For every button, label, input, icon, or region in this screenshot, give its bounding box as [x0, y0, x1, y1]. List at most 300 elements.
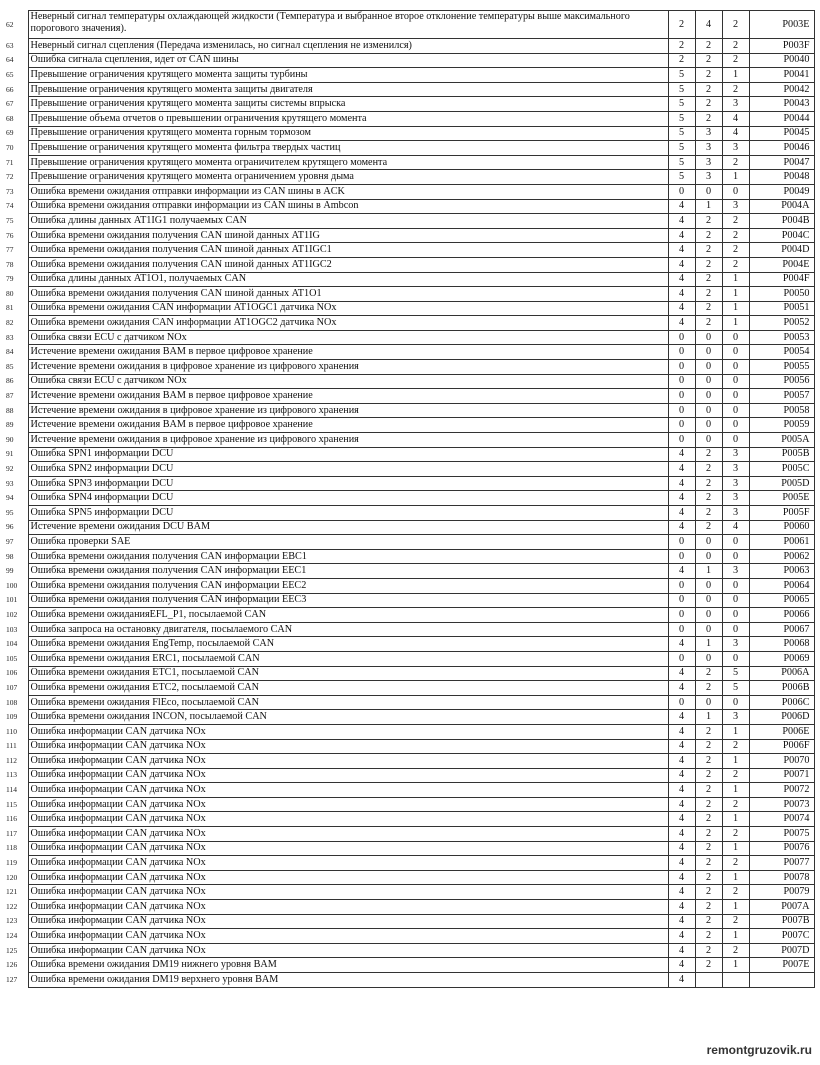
value-col-2-cell: 2 [695, 272, 722, 287]
value-col-3-cell: 2 [722, 53, 749, 68]
fault-code-cell: P007A [749, 900, 814, 915]
row-number-cell: 64 [6, 55, 14, 65]
value-col-2-cell: 2 [695, 316, 722, 331]
description-cell: Ошибка времени ожидания DM19 нижнего уровня BAM [28, 958, 668, 973]
value-col-2-cell: 2 [695, 97, 722, 112]
value-col-2-cell: 2 [695, 520, 722, 535]
description-cell: Ошибка времени ожидания INCON, посылаемой CAN [28, 710, 668, 725]
row-number-cell: 122 [6, 901, 18, 911]
table-row [6, 243, 814, 258]
table-row [6, 272, 814, 287]
row-number-cell: 71 [6, 157, 14, 167]
value-col-3-cell: 0 [722, 374, 749, 389]
value-col-2-cell: 2 [695, 885, 722, 900]
table-row [6, 885, 814, 900]
value-col-1-cell: 4 [668, 870, 695, 885]
value-col-2-cell: 2 [695, 68, 722, 83]
value-col-2-cell: 2 [695, 754, 722, 769]
value-col-2-cell: 0 [695, 345, 722, 360]
description-cell: Ошибка информации CAN датчика NOx [28, 856, 668, 871]
value-col-2-cell: 2 [695, 739, 722, 754]
value-col-3-cell: 0 [722, 403, 749, 418]
value-col-1-cell: 4 [668, 681, 695, 696]
row-number-cell: 113 [6, 770, 17, 780]
value-col-2-cell: 2 [695, 243, 722, 258]
description-cell: Превышение ограничения крутящего момента горным тормозом [28, 126, 668, 141]
value-col-1-cell: 0 [668, 330, 695, 345]
description-cell: Ошибка времени ожидания ERC1, посылаемой CAN [28, 651, 668, 666]
value-col-2-cell: 2 [695, 506, 722, 521]
value-col-1-cell: 5 [668, 97, 695, 112]
row-number-cell: 107 [6, 682, 18, 692]
fault-code-cell: P0073 [749, 797, 814, 812]
value-col-2-cell: 2 [695, 214, 722, 229]
description-cell: Ошибка времени ожидания ETC1, посылаемой CAN [28, 666, 668, 681]
row-number-cell: 69 [6, 128, 14, 138]
row-number-cell: 93 [6, 478, 14, 488]
table-row [6, 330, 814, 345]
value-col-2-cell: 2 [695, 491, 722, 506]
description-cell: Ошибка информации CAN датчика NOx [28, 797, 668, 812]
value-col-3-cell [722, 973, 749, 988]
table-row [6, 827, 814, 842]
table-row [6, 681, 814, 696]
value-col-3-cell: 2 [722, 856, 749, 871]
value-col-1-cell: 4 [668, 841, 695, 856]
fault-code-cell: P0061 [749, 535, 814, 550]
description-cell: Превышение ограничения крутящего момента защиты двигателя [28, 82, 668, 97]
description-cell: Ошибка информации CAN датчика NOx [28, 783, 668, 798]
description-cell: Превышение ограничения крутящего момента ограничением уровня дыма [28, 170, 668, 185]
table-row [6, 345, 814, 360]
fault-code-cell: P0071 [749, 768, 814, 783]
value-col-1-cell: 4 [668, 301, 695, 316]
value-col-1-cell: 4 [668, 243, 695, 258]
fault-code-cell: P007C [749, 929, 814, 944]
fault-code-cell: P004F [749, 272, 814, 287]
value-col-3-cell: 0 [722, 389, 749, 404]
fault-code-cell: P0045 [749, 126, 814, 141]
value-col-2-cell: 0 [695, 578, 722, 593]
value-col-2-cell: 2 [695, 914, 722, 929]
table-row [6, 929, 814, 944]
row-number-cell: 67 [6, 99, 14, 109]
row-number-cell: 87 [6, 391, 14, 401]
value-col-2-cell: 0 [695, 330, 722, 345]
value-col-1-cell: 0 [668, 389, 695, 404]
row-number-cell: 92 [6, 464, 14, 474]
value-col-2-cell: 0 [695, 184, 722, 199]
value-col-3-cell: 2 [722, 768, 749, 783]
description-cell: Ошибка информации CAN датчика NOx [28, 739, 668, 754]
row-number-cell: 91 [6, 449, 14, 459]
value-col-1-cell: 4 [668, 447, 695, 462]
fault-code-table-page [6, 10, 814, 988]
description-cell: Ошибка времени ожидания отправки информации из CAN шины в Ambcon [28, 199, 668, 214]
value-col-2-cell: 3 [695, 126, 722, 141]
value-col-3-cell: 3 [722, 447, 749, 462]
fault-code-cell: P005B [749, 447, 814, 462]
value-col-3-cell: 1 [722, 287, 749, 302]
description-cell: Ошибка запроса на остановку двигателя, посылаемого CAN [28, 622, 668, 637]
table-row [6, 666, 814, 681]
fault-code-cell: P0063 [749, 564, 814, 579]
value-col-2-cell: 2 [695, 53, 722, 68]
table-row [6, 622, 814, 637]
table-row [6, 754, 814, 769]
table-row [6, 126, 814, 141]
table-row [6, 783, 814, 798]
fault-code-cell: P0068 [749, 637, 814, 652]
value-col-2-cell: 2 [695, 724, 722, 739]
table-row [6, 433, 814, 448]
value-col-3-cell: 1 [722, 783, 749, 798]
value-col-1-cell: 4 [668, 257, 695, 272]
description-cell: Истечение времени ожидания DCU BAM [28, 520, 668, 535]
value-col-1-cell: 0 [668, 608, 695, 623]
description-cell: Ошибка SPN3 информации DCU [28, 476, 668, 491]
value-col-1-cell: 5 [668, 141, 695, 156]
table-row [6, 973, 814, 988]
table-row [6, 797, 814, 812]
row-number-cell: 127 [6, 974, 18, 984]
description-cell: Неверный сигнал температуры охлаждающей жидкости (Температура и выбранное второе отклонение температуры выше максимального порогового значения). [28, 11, 668, 39]
description-cell: Ошибка информации CAN датчика NOx [28, 870, 668, 885]
value-col-3-cell: 1 [722, 316, 749, 331]
value-col-3-cell: 1 [722, 929, 749, 944]
row-number-cell: 77 [6, 245, 14, 255]
fault-code-cell: P0044 [749, 111, 814, 126]
fault-code-cell: P006B [749, 681, 814, 696]
row-number-cell: 108 [6, 697, 18, 707]
fault-code-cell: P0075 [749, 827, 814, 842]
value-col-2-cell: 2 [695, 476, 722, 491]
value-col-3-cell: 0 [722, 549, 749, 564]
row-number-cell: 110 [6, 726, 17, 736]
value-col-3-cell: 0 [722, 345, 749, 360]
value-col-2-cell: 2 [695, 228, 722, 243]
value-col-1-cell: 0 [668, 695, 695, 710]
value-col-3-cell: 0 [722, 622, 749, 637]
value-col-2-cell: 2 [695, 900, 722, 915]
fault-code-cell: P006F [749, 739, 814, 754]
fault-code-cell: P0072 [749, 783, 814, 798]
description-cell: Ошибка времени ожидания FlEco, посылаемой CAN [28, 695, 668, 710]
value-col-1-cell: 4 [668, 958, 695, 973]
value-col-3-cell: 2 [722, 943, 749, 958]
fault-code-cell [749, 973, 814, 988]
value-col-1-cell: 5 [668, 170, 695, 185]
table-row [6, 491, 814, 506]
value-col-1-cell: 4 [668, 476, 695, 491]
description-cell: Ошибка связи ECU с датчиком NOx [28, 330, 668, 345]
fault-code-cell: P0076 [749, 841, 814, 856]
value-col-2-cell: 2 [695, 870, 722, 885]
value-col-3-cell: 3 [722, 141, 749, 156]
row-number-cell: 80 [6, 288, 14, 298]
description-cell: Ошибка времени ожидания получения CAN шиной данных AT1IG [28, 228, 668, 243]
value-col-3-cell: 5 [722, 681, 749, 696]
row-number-cell: 97 [6, 536, 14, 546]
value-col-3-cell: 2 [722, 155, 749, 170]
description-cell: Превышение ограничения крутящего момента фильтра твердых частиц [28, 141, 668, 156]
fault-code-cell: P0074 [749, 812, 814, 827]
description-cell: Неверный сигнал сцепления (Передача изменилась, но сигнал сцепления не изменился) [28, 39, 668, 54]
value-col-2-cell: 2 [695, 827, 722, 842]
value-col-1-cell: 0 [668, 651, 695, 666]
value-col-3-cell: 1 [722, 754, 749, 769]
row-number-cell: 88 [6, 405, 14, 415]
value-col-3-cell: 1 [722, 812, 749, 827]
description-cell: Ошибка времени ожидания получения CAN шиной данных AT1IGC1 [28, 243, 668, 258]
value-col-1-cell: 4 [668, 812, 695, 827]
value-col-1-cell: 4 [668, 768, 695, 783]
value-col-3-cell: 1 [722, 272, 749, 287]
value-col-3-cell: 0 [722, 651, 749, 666]
fault-code-cell: P007D [749, 943, 814, 958]
fault-code-cell: P0056 [749, 374, 814, 389]
description-cell: Ошибка времени ожидания EngTemp, посылаемой CAN [28, 637, 668, 652]
fault-code-cell: P0046 [749, 141, 814, 156]
value-col-1-cell: 4 [668, 462, 695, 477]
fault-code-cell: P0051 [749, 301, 814, 316]
value-col-2-cell: 2 [695, 257, 722, 272]
row-number-cell: 89 [6, 420, 14, 430]
row-number-cell: 73 [6, 186, 14, 196]
description-cell: Превышение ограничения крутящего момента защиты системы впрыска [28, 97, 668, 112]
row-number-cell: 82 [6, 318, 14, 328]
table-row [6, 462, 814, 477]
fault-code-cell: P0057 [749, 389, 814, 404]
table-row [6, 403, 814, 418]
row-number-cell: 79 [6, 274, 14, 284]
table-row [6, 564, 814, 579]
value-col-3-cell: 2 [722, 228, 749, 243]
row-number-cell: 95 [6, 507, 14, 517]
table-row [6, 11, 814, 39]
value-col-3-cell: 3 [722, 476, 749, 491]
row-number-cell: 63 [6, 40, 14, 50]
table-row [6, 710, 814, 725]
value-col-1-cell: 0 [668, 345, 695, 360]
value-col-2-cell: 0 [695, 608, 722, 623]
value-col-1-cell: 4 [668, 637, 695, 652]
description-cell: Ошибка времени ожидания получения CAN информации EEC1 [28, 564, 668, 579]
value-col-1-cell: 4 [668, 739, 695, 754]
table-row [6, 578, 814, 593]
value-col-2-cell: 2 [695, 929, 722, 944]
fault-code-cell: P0040 [749, 53, 814, 68]
row-number-cell: 126 [6, 960, 18, 970]
description-cell: Ошибка SPN2 информации DCU [28, 462, 668, 477]
description-cell: Ошибка SPN4 информации DCU [28, 491, 668, 506]
value-col-1-cell: 4 [668, 506, 695, 521]
fault-code-cell: P006D [749, 710, 814, 725]
value-col-3-cell: 5 [722, 666, 749, 681]
fault-code-cell: P005A [749, 433, 814, 448]
value-col-1-cell: 4 [668, 272, 695, 287]
fault-code-cell: P0064 [749, 578, 814, 593]
row-number-cell: 84 [6, 347, 14, 357]
description-cell: Превышение ограничения крутящего момента ограничителем крутящего момента [28, 155, 668, 170]
value-col-1-cell: 4 [668, 666, 695, 681]
value-col-3-cell: 0 [722, 578, 749, 593]
row-number-cell: 116 [6, 814, 17, 824]
fault-code-cell: P0048 [749, 170, 814, 185]
table-row [6, 739, 814, 754]
description-cell: Ошибка времени ожидания CAN информации AT1OGC2 датчика NOx [28, 316, 668, 331]
value-col-1-cell: 0 [668, 593, 695, 608]
value-col-2-cell: 0 [695, 535, 722, 550]
value-col-2-cell: 2 [695, 681, 722, 696]
table-row [6, 506, 814, 521]
table-row [6, 958, 814, 973]
table-row [6, 53, 814, 68]
description-cell: Ошибка времени ожидания CAN информации AT1OGC1 датчика NOx [28, 301, 668, 316]
fault-code-cell: P005E [749, 491, 814, 506]
fault-code-table [6, 10, 815, 988]
description-cell: Ошибка информации CAN датчика NOx [28, 900, 668, 915]
fault-code-cell: P0079 [749, 885, 814, 900]
value-col-1-cell: 5 [668, 155, 695, 170]
fault-code-cell: P004E [749, 257, 814, 272]
value-col-3-cell: 4 [722, 126, 749, 141]
row-number-cell: 124 [6, 931, 18, 941]
description-cell: Ошибка информации CAN датчика NOx [28, 943, 668, 958]
value-col-1-cell: 4 [668, 564, 695, 579]
value-col-2-cell: 0 [695, 403, 722, 418]
value-col-3-cell: 3 [722, 491, 749, 506]
description-cell: Ошибка времени ожидания получения CAN шиной данных AT1O1 [28, 287, 668, 302]
value-col-1-cell: 4 [668, 943, 695, 958]
value-col-3-cell: 1 [722, 900, 749, 915]
row-number-cell: 68 [6, 113, 14, 123]
fault-code-cell: P0054 [749, 345, 814, 360]
fault-code-cell: P005C [749, 462, 814, 477]
table-row [6, 389, 814, 404]
description-cell: Ошибка времени ожидания отправки информации из CAN шины в ACK [28, 184, 668, 199]
table-row [6, 535, 814, 550]
description-cell: Ошибка информации CAN датчика NOx [28, 768, 668, 783]
value-col-2-cell: 2 [695, 111, 722, 126]
description-cell: Превышение объема отчетов о превышении ограничения крутящего момента [28, 111, 668, 126]
table-row [6, 870, 814, 885]
fault-code-cell: P0059 [749, 418, 814, 433]
fault-code-cell: P0062 [749, 549, 814, 564]
value-col-3-cell: 0 [722, 418, 749, 433]
value-col-3-cell: 0 [722, 433, 749, 448]
value-col-1-cell: 4 [668, 929, 695, 944]
row-number-cell: 70 [6, 142, 14, 152]
fault-code-cell: P005D [749, 476, 814, 491]
fault-code-cell: P004C [749, 228, 814, 243]
row-number-cell: 115 [6, 799, 17, 809]
table-row [6, 170, 814, 185]
value-col-2-cell: 0 [695, 418, 722, 433]
value-col-2-cell: 2 [695, 301, 722, 316]
value-col-3-cell: 1 [722, 724, 749, 739]
value-col-1-cell: 4 [668, 754, 695, 769]
value-col-1-cell: 4 [668, 973, 695, 988]
value-col-2-cell: 3 [695, 141, 722, 156]
fault-code-cell: P0047 [749, 155, 814, 170]
value-col-1-cell: 4 [668, 316, 695, 331]
description-cell: Ошибка информации CAN датчика NOx [28, 754, 668, 769]
value-col-2-cell: 2 [695, 447, 722, 462]
value-col-3-cell: 2 [722, 885, 749, 900]
value-col-3-cell: 3 [722, 637, 749, 652]
value-col-2-cell: 2 [695, 287, 722, 302]
fault-code-cell: P0055 [749, 360, 814, 375]
fault-code-cell: P0041 [749, 68, 814, 83]
table-row [6, 287, 814, 302]
value-col-1-cell: 0 [668, 374, 695, 389]
row-number-cell: 119 [6, 858, 17, 868]
table-row [6, 841, 814, 856]
description-cell: Ошибка информации CAN датчика NOx [28, 812, 668, 827]
row-number-cell: 75 [6, 215, 14, 225]
table-row [6, 111, 814, 126]
table-row [6, 608, 814, 623]
description-cell: Ошибка времени ожидания получения CAN информации EEC2 [28, 578, 668, 593]
table-row [6, 301, 814, 316]
value-col-2-cell: 0 [695, 695, 722, 710]
value-col-3-cell: 3 [722, 710, 749, 725]
fault-code-cell: P0065 [749, 593, 814, 608]
value-col-1-cell: 0 [668, 622, 695, 637]
fault-code-cell: P0060 [749, 520, 814, 535]
value-col-3-cell: 2 [722, 739, 749, 754]
table-row [6, 768, 814, 783]
value-col-1-cell: 4 [668, 900, 695, 915]
description-cell: Ошибка сигнала сцепления, идет от CAN шины [28, 53, 668, 68]
value-col-2-cell: 0 [695, 549, 722, 564]
value-col-1-cell: 4 [668, 199, 695, 214]
description-cell: Ошибка длины данных AT1IG1 получаемых CAN [28, 214, 668, 229]
table-row [6, 82, 814, 97]
row-number-cell: 65 [6, 69, 14, 79]
fault-code-cell: P0078 [749, 870, 814, 885]
value-col-3-cell: 4 [722, 520, 749, 535]
value-col-1-cell: 0 [668, 535, 695, 550]
fault-code-cell: P0053 [749, 330, 814, 345]
value-col-2-cell: 2 [695, 958, 722, 973]
table-row [6, 316, 814, 331]
value-col-1-cell: 5 [668, 111, 695, 126]
value-col-2-cell: 2 [695, 666, 722, 681]
row-number-cell: 85 [6, 361, 14, 371]
fault-code-cell: P004D [749, 243, 814, 258]
value-col-3-cell: 0 [722, 330, 749, 345]
value-col-3-cell: 2 [722, 243, 749, 258]
row-number-cell: 112 [6, 755, 17, 765]
fault-code-cell: P0069 [749, 651, 814, 666]
description-cell: Ошибка информации CAN датчика NOx [28, 841, 668, 856]
value-col-2-cell: 3 [695, 170, 722, 185]
table-row [6, 360, 814, 375]
value-col-1-cell: 4 [668, 710, 695, 725]
value-col-1-cell: 4 [668, 885, 695, 900]
value-col-2-cell: 1 [695, 564, 722, 579]
value-col-1-cell: 0 [668, 184, 695, 199]
value-col-2-cell: 2 [695, 768, 722, 783]
value-col-1-cell: 4 [668, 228, 695, 243]
table-row [6, 943, 814, 958]
description-cell: Превышение ограничения крутящего момента защиты турбины [28, 68, 668, 83]
value-col-1-cell: 4 [668, 214, 695, 229]
value-col-3-cell: 1 [722, 170, 749, 185]
description-cell: Истечение времени ожидания BAM в первое цифровое хранение [28, 418, 668, 433]
